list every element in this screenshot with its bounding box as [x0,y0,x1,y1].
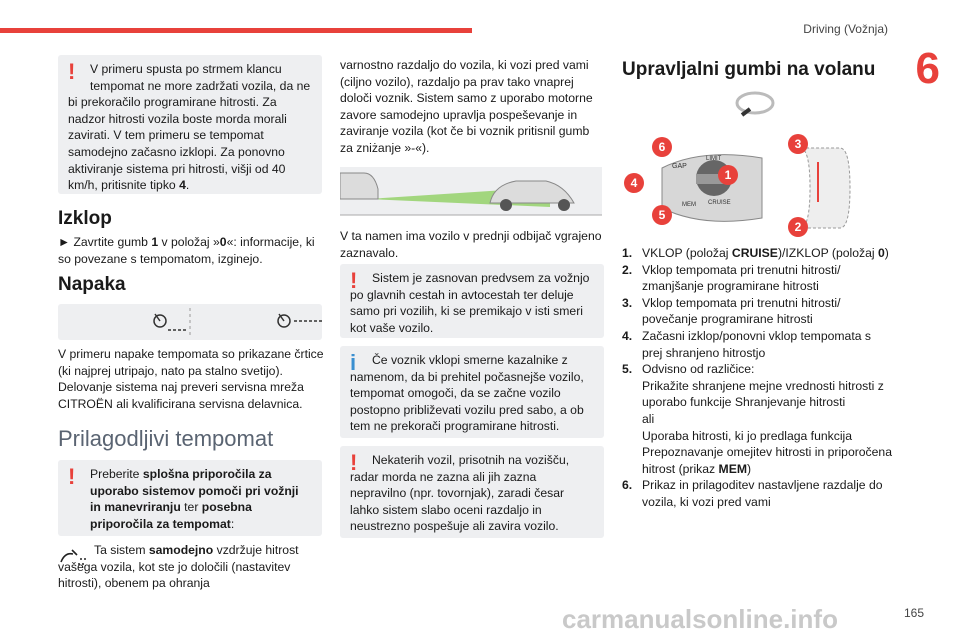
warning-roads-text: Sistem je zasnovan predvsem za vožnjo po glavnih cestah in avtocestah ter deluje samo pri vozilih, ki se premikajo v isti smeri kot vaše vozilo. [350,271,590,335]
section-title-controls: Upravljalni gumbi na volanu [622,59,876,80]
chapter-number: 6 [915,44,940,93]
watermark: carmanualsonline.info [562,604,838,634]
car-following-illustration [340,163,602,219]
list-item: 4. Začasni izklop/ponovni vklop tempomata s prej shranjeno hitrostjo [622,328,871,360]
warning-box-downhill [58,55,322,194]
list-item: 1. VKLOP (položaj CRUISE)/IZKLOP (položaj 0) [622,246,889,260]
sensor-text: V ta namen ima vozilo v prednji odbijač vgrajeno zaznavalo. [340,229,602,260]
warning-icon: ! [68,464,76,489]
info-box-overtaking [340,346,604,438]
fault-display-icons [58,304,322,340]
callout-4: 4 [624,173,644,193]
warning-recommend-text: Preberite splošna priporočila za uporabo sistemov pomoči pri vožnji in manevriranju ter posebna priporočila za tempomat: [90,467,299,531]
warning-icon: ! [350,450,358,475]
svg-text:CRUISE: CRUISE [708,200,731,206]
warning-body: bi prekoračilo programirane hitrosti. Za nadzor hitrosti vozila boste morda morali zavirati. V tem primeru se tempomat samodejno začasno izklopi. Za ponovno aktiviranje sistema pri hitrosti, višji od 40 km/h, pritisnite tipko 4. [68,95,287,193]
steering-wheel-icon [734,89,776,126]
fault-display-illustration [58,304,322,340]
callout-2: 2 [788,217,808,237]
warning-line2: tempomat ne more zadržati vozila, da ne [90,78,311,93]
callout-3: 3 [788,134,808,154]
svg-text:LIMIT: LIMIT [706,156,722,162]
list-item: 3. Vklop tempomata pri trenutni hitrosti/ povečanje programirane hitrosti [622,295,841,327]
svg-text:MEM: MEM [682,202,696,208]
section-title-napaka: Napaka [58,274,126,295]
callout-1: 1 [718,165,738,185]
list-item: 2. Vklop tempomata pri trenutni hitrosti/ zmanjšanje programirane hitrosti [622,262,841,294]
warning-icon: ! [350,268,358,293]
napaka-text: V primeru napake tempomata so prikazane črtice (ki najprej utripajo, nato pa stalno svetijo). Delovanje sistema naj preveri servisna mreža CITROËN ali kvalificirana servisna delavnica. [58,347,324,411]
adaptive-intro-text: Ta sistem samodejno vzdržuje hitrost vašega vozila, kot ste jo določili (nastavitev hitrosti), obenem pa ohranja [58,543,299,591]
warning-box-roads [340,264,604,338]
page-number: 165 [903,606,924,620]
svg-text:GAP: GAP [672,163,687,170]
list-item: 5. Odvisno od različice: Prikažite shranjene mejne vrednosti hitrosti z uporabo funkcije Shranjevanje hitrosti ali Uporaba hitrosti, ki jo predlaga funkcija Prepoznavanje omejitev hitrosti in priporočena hitrost (prikaz MEM) [622,362,892,476]
callout-5: 5 [652,205,672,225]
warning-box-read-recommendations [58,460,322,536]
izklop-text: ► Zavrtite gumb 1 v položaj »0«: informacije, ki so povezane s tempomatom, izginejo. [58,235,315,266]
list-item: 6. Prikaz in prilagoditev nastavljene razdalje do vozila, ki vozi pred vami [622,478,883,509]
section-title-adaptive: Prilagodljivi tempomat [58,426,274,451]
info-icon: i [350,350,357,375]
info-overtaking-text: Če voznik vklopi smerne kazalnike z namenom, da bi prehitel počasnejše vozilo, tempomat omogoči, da se začne vozilo postopno približevati vozilu pred sabo, a ob tem ne prekorači programirane hitrosti. [350,353,584,434]
adaptive-distance-text: varnostno razdaljo do vozila, ki vozi pred vami (ciljno vozilo), razdaljo pa prav tako vnaprej določi voznik. Sistem samo z uporabo motorne zavore samodejno upravlja pospeševanje in zaviranje vozila (kot če bi voznik pritisnil gumb za zniżanje »-«). [340,58,593,155]
page-header-title: Driving (Vožnja) [803,22,888,36]
controls-legend-list [622,245,894,511]
warning-line1: V primeru spusta po strmem klancu [90,62,282,76]
cruise-control-stalk-diagram [622,128,884,240]
warning-icon: ! [68,59,76,84]
warning-radar-text: Nekaterih vozil, prisotnih na vozišču, radar morda ne zazna ali jih zazna nepravilno (npr. tovornjak), zaradi česar lahko sistem slabo oceni razdaljo in neustrezno pospešuje ali zavira vozilo. [350,453,570,534]
callout-6: 6 [652,137,672,157]
section-title-izklop: Izklop [58,208,112,229]
warning-box-radar [340,446,604,538]
top-accent-bar [0,28,472,33]
